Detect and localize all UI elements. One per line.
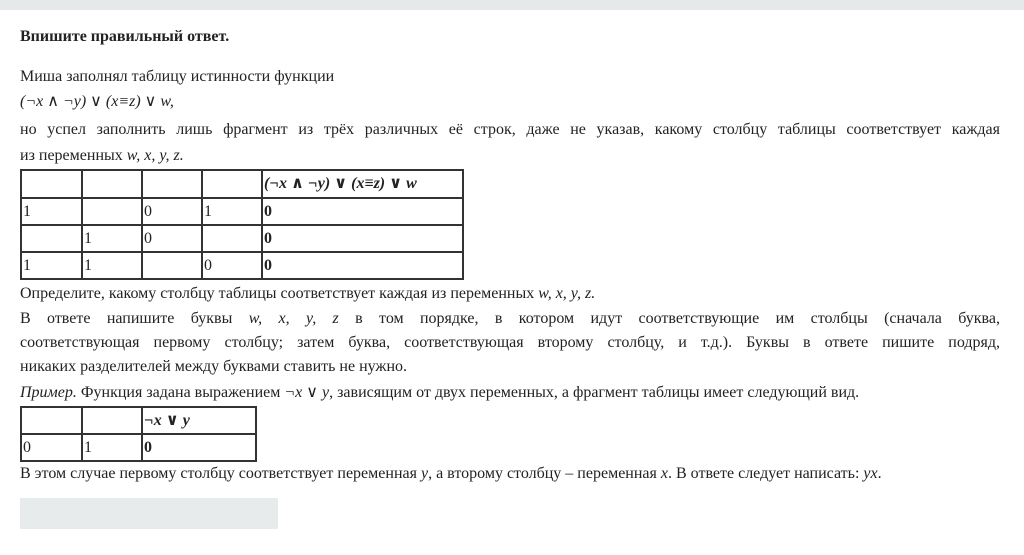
- truth-table: [20, 169, 464, 280]
- table-header-row: ¬x ∨ y: [21, 407, 256, 434]
- answer-input[interactable]: [20, 498, 278, 529]
- top-bar: [0, 0, 1024, 10]
- table-row: 1 0 1 0: [21, 198, 463, 225]
- task-line-1: Определите, какому столбцу таблицы соответствует каждая из переменных w, x, y, z.: [20, 285, 596, 302]
- table-header-row: [21, 170, 463, 198]
- function-header: (¬x ∧ ¬y) ∨ (x≡z) ∨ w: [262, 170, 463, 198]
- function-expression: (¬x ∧ ¬y) ∨ (x≡z) ∨ w,: [20, 93, 174, 110]
- intro-line-4: из переменных w, x, y, z.: [20, 147, 184, 164]
- example-table: [20, 406, 257, 462]
- table-row: 1 1 0 0: [21, 252, 463, 279]
- task-line-2: В ответе напишите буквы w, x, y, z в том порядке, в котором идут соответствующие им столбцы (сначала буква,: [20, 310, 1001, 327]
- intro-line-3: но успел заполнить лишь фрагмент из трёх различных её строк, даже не указав, какому столбцу таблицы соответствует каждая: [20, 121, 1000, 138]
- task-line-4: никаких разделителей между буквами ставить не нужно.: [20, 358, 408, 375]
- task-line-3: соответствующая первому столбцу; затем буква, соответствующая второму столбцу, и т.д.). Буквы в ответе пишите подряд,: [20, 334, 1000, 351]
- conclusion-line: В этом случае первому столбцу соответствует переменная y, а второму столбцу – переменная x. В ответе следует написать: yx.: [20, 465, 882, 482]
- instruction: Впишите правильный ответ.: [20, 28, 230, 45]
- table-row: 0 1 0: [21, 434, 256, 461]
- table-row: 1 0 0: [21, 225, 463, 252]
- intro-line-1: Миша заполнял таблицу истинности функции: [20, 68, 335, 85]
- example-line: Пример. Функция задана выражением ¬x ∨ y, зависящим от двух переменных, а фрагмент таблицы имеет следующий вид.: [20, 384, 860, 401]
